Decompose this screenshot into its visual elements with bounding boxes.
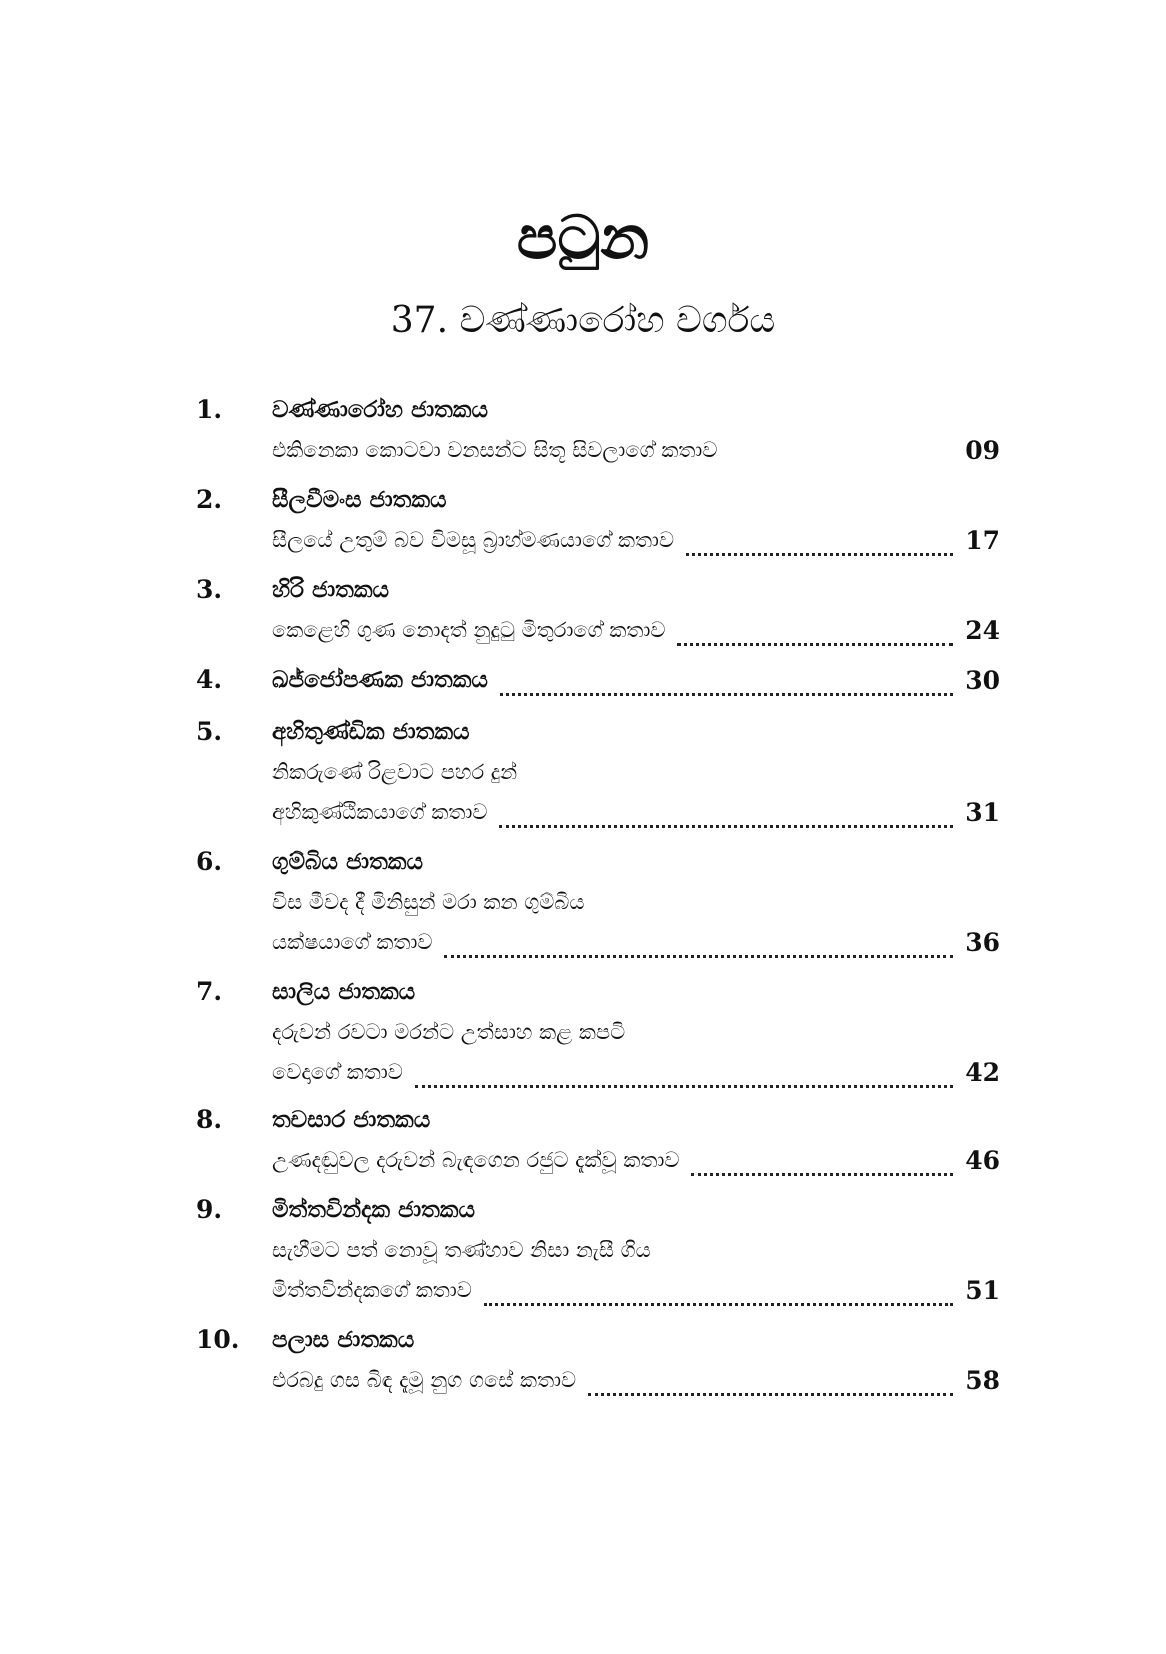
- page-number: 24: [965, 615, 1000, 645]
- entry-title: ඛජ්ජෝපණක ජාතකය: [272, 667, 488, 693]
- dot-leader: [415, 1057, 953, 1088]
- entry-description: සැහීමට පත් නොවූ තණ්හාව නිසා නැසී ගිය: [272, 1237, 651, 1262]
- entry-number: 6.: [196, 847, 223, 876]
- entry-number: 3.: [196, 575, 223, 604]
- entry-title-line: [272, 972, 1000, 1012]
- entry-description-line: [272, 752, 1000, 792]
- entry-title: හිරි ජාතකය: [272, 577, 390, 603]
- entry-description: වෙදාගේ කතාව: [272, 1059, 403, 1084]
- entry-description-line: [272, 1052, 1000, 1092]
- entry-description-line: [272, 882, 1000, 922]
- page-number: 42: [965, 1057, 1000, 1087]
- entry-description-line: [272, 520, 1000, 560]
- dot-leader: [691, 1145, 953, 1176]
- entry-title: වණ්ණාරෝහ ජාතකය: [272, 397, 489, 423]
- entry-description: දරුවන් රවටා මරන්ට උත්සාහ කළ කපටි: [272, 1019, 626, 1044]
- entry-title-line: [272, 712, 1000, 752]
- entry-title-line: [272, 570, 1000, 610]
- dot-leader: [686, 525, 953, 556]
- entry-description: කෙළෙහි ගුණ නොදත් නුදුටු මිතුරාගේ කතාව: [272, 617, 666, 642]
- entry-title-line: [272, 660, 1000, 700]
- entry-description-line: [272, 922, 1000, 962]
- entry-description-line: [272, 1360, 1000, 1400]
- page-number: 09: [965, 435, 1000, 465]
- entry-title: මිත්තවින්දක ජාතකය: [272, 1197, 476, 1223]
- entry-title-line: [272, 1190, 1000, 1230]
- entry-description: අහිකුණ්ඨිකයාගේ කතාව: [272, 799, 488, 824]
- page-number: 17: [965, 525, 1000, 555]
- dot-leader: [588, 1365, 953, 1396]
- entry-number: 10.: [196, 1325, 240, 1354]
- chapter-heading: [0, 296, 1166, 346]
- entry-title-line: [272, 842, 1000, 882]
- dot-leader: [499, 797, 953, 828]
- entry-title: ගුම්බිය ජාතකය: [272, 849, 423, 875]
- page-number: 36: [965, 927, 1000, 957]
- entry-description: යක්ෂයාගේ කතාව: [272, 929, 433, 954]
- entry-description: සීලයේ උතුම් බව විමසූ බ්‍රාහ්මණයාගේ කතාව: [272, 527, 675, 552]
- entry-number: 5.: [196, 717, 223, 746]
- entry-title: පලාස ජාතකය: [272, 1327, 415, 1353]
- entry-number: 9.: [196, 1195, 223, 1224]
- entry-number: 2.: [196, 485, 223, 514]
- entry-number: 8.: [196, 1105, 223, 1134]
- page-number: 46: [965, 1145, 1000, 1175]
- entry-description: එකිනෙකා කොටවා වනසන්ට සිතූ සිවලාගේ කතාව: [272, 437, 718, 462]
- dot-leader: [484, 1275, 953, 1306]
- page-number: 30: [965, 665, 1000, 695]
- chapter-title: වණ්ණාරෝහ වර්ගය: [459, 300, 776, 341]
- entry-description: උණදඬුවල දරුවන් බැඳගෙන රජුට දැක්වූ කතාව: [272, 1147, 680, 1172]
- dot-leader: [729, 436, 953, 464]
- page-number: 31: [965, 797, 1000, 827]
- entry-number: 4.: [196, 665, 223, 694]
- entry-title-line: [272, 1320, 1000, 1360]
- entry-description-line: [272, 1012, 1000, 1052]
- entry-description: මිත්තවින්දකගේ කතාව: [272, 1277, 472, 1302]
- chapter-number: 37.: [390, 300, 449, 341]
- page-number: 58: [965, 1365, 1000, 1395]
- entry-title-line: [272, 480, 1000, 520]
- entry-description-line: [272, 1140, 1000, 1180]
- entry-description-line: [272, 430, 1000, 470]
- entry-description: එරබදු ගස බිඳ දැමූ නුග ගසේ කතාව: [272, 1367, 577, 1392]
- entry-description-line: [272, 792, 1000, 832]
- page-number: 51: [965, 1275, 1000, 1305]
- entry-title: සාලිය ජාතකය: [272, 979, 416, 1005]
- entry-title: අහිතුණ්ඩික ජාතකය: [272, 719, 470, 745]
- entry-number: 7.: [196, 977, 223, 1006]
- entry-description-line: [272, 1230, 1000, 1270]
- entry-description: නිකරුණේ රිළවාට පහර දුන්: [272, 759, 518, 784]
- entry-title-line: [272, 390, 1000, 430]
- entry-description: විස මීවද දී මිනිසුන් මරා කන ගුම්බිය: [272, 889, 585, 914]
- entry-title-line: [272, 1100, 1000, 1140]
- entry-title: තචසාර ජාතකය: [272, 1107, 431, 1133]
- entry-description-line: [272, 610, 1000, 650]
- entry-description-line: [272, 1270, 1000, 1310]
- dot-leader: [500, 665, 953, 696]
- dot-leader: [677, 615, 953, 646]
- page-title: පටුන: [516, 203, 650, 273]
- entry-title: සීලවීමංස ජාතකය: [272, 487, 447, 513]
- dot-leader: [444, 927, 953, 958]
- entry-number: 1.: [196, 395, 223, 424]
